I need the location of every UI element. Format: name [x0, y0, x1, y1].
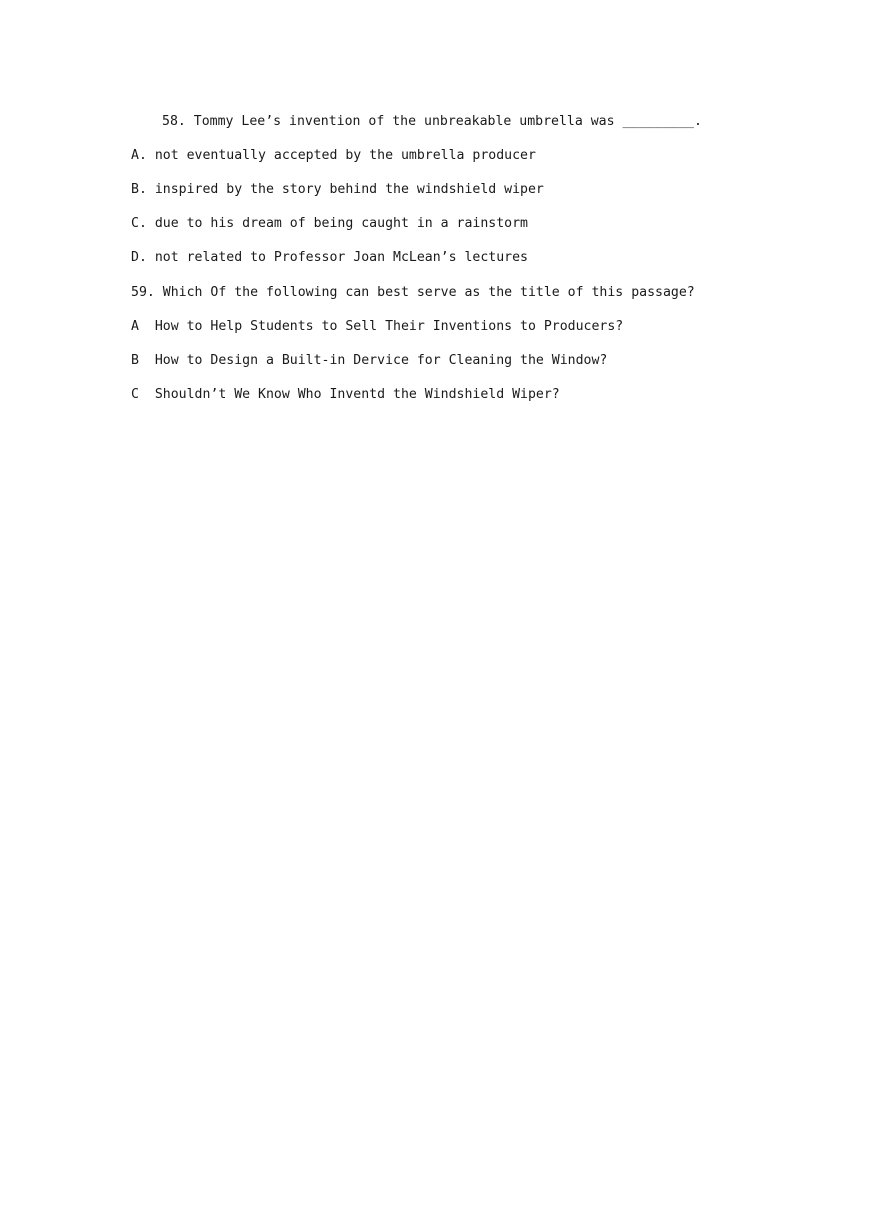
- question-58-option-c: C. due to his dream of being caught in a rainstorm: [131, 216, 528, 231]
- question-58-stem: 58. Tommy Lee’s invention of the unbreakable umbrella was _________.: [162, 114, 702, 129]
- question-58-option-a: A. not eventually accepted by the umbrella producer: [131, 148, 536, 163]
- question-59-stem: 59. Which Of the following can best serve as the title of this passage?: [131, 285, 695, 300]
- question-59-option-a: A How to Help Students to Sell Their Inventions to Producers?: [131, 319, 624, 334]
- question-58-option-b: B. inspired by the story behind the windshield wiper: [131, 182, 544, 197]
- question-59-option-b: B How to Design a Built-in Dervice for Cleaning the Window?: [131, 353, 608, 368]
- question-58-option-d: D. not related to Professor Joan McLean’s lectures: [131, 250, 528, 265]
- question-59-option-c: C Shouldn’t We Know Who Inventd the Windshield Wiper?: [131, 387, 560, 402]
